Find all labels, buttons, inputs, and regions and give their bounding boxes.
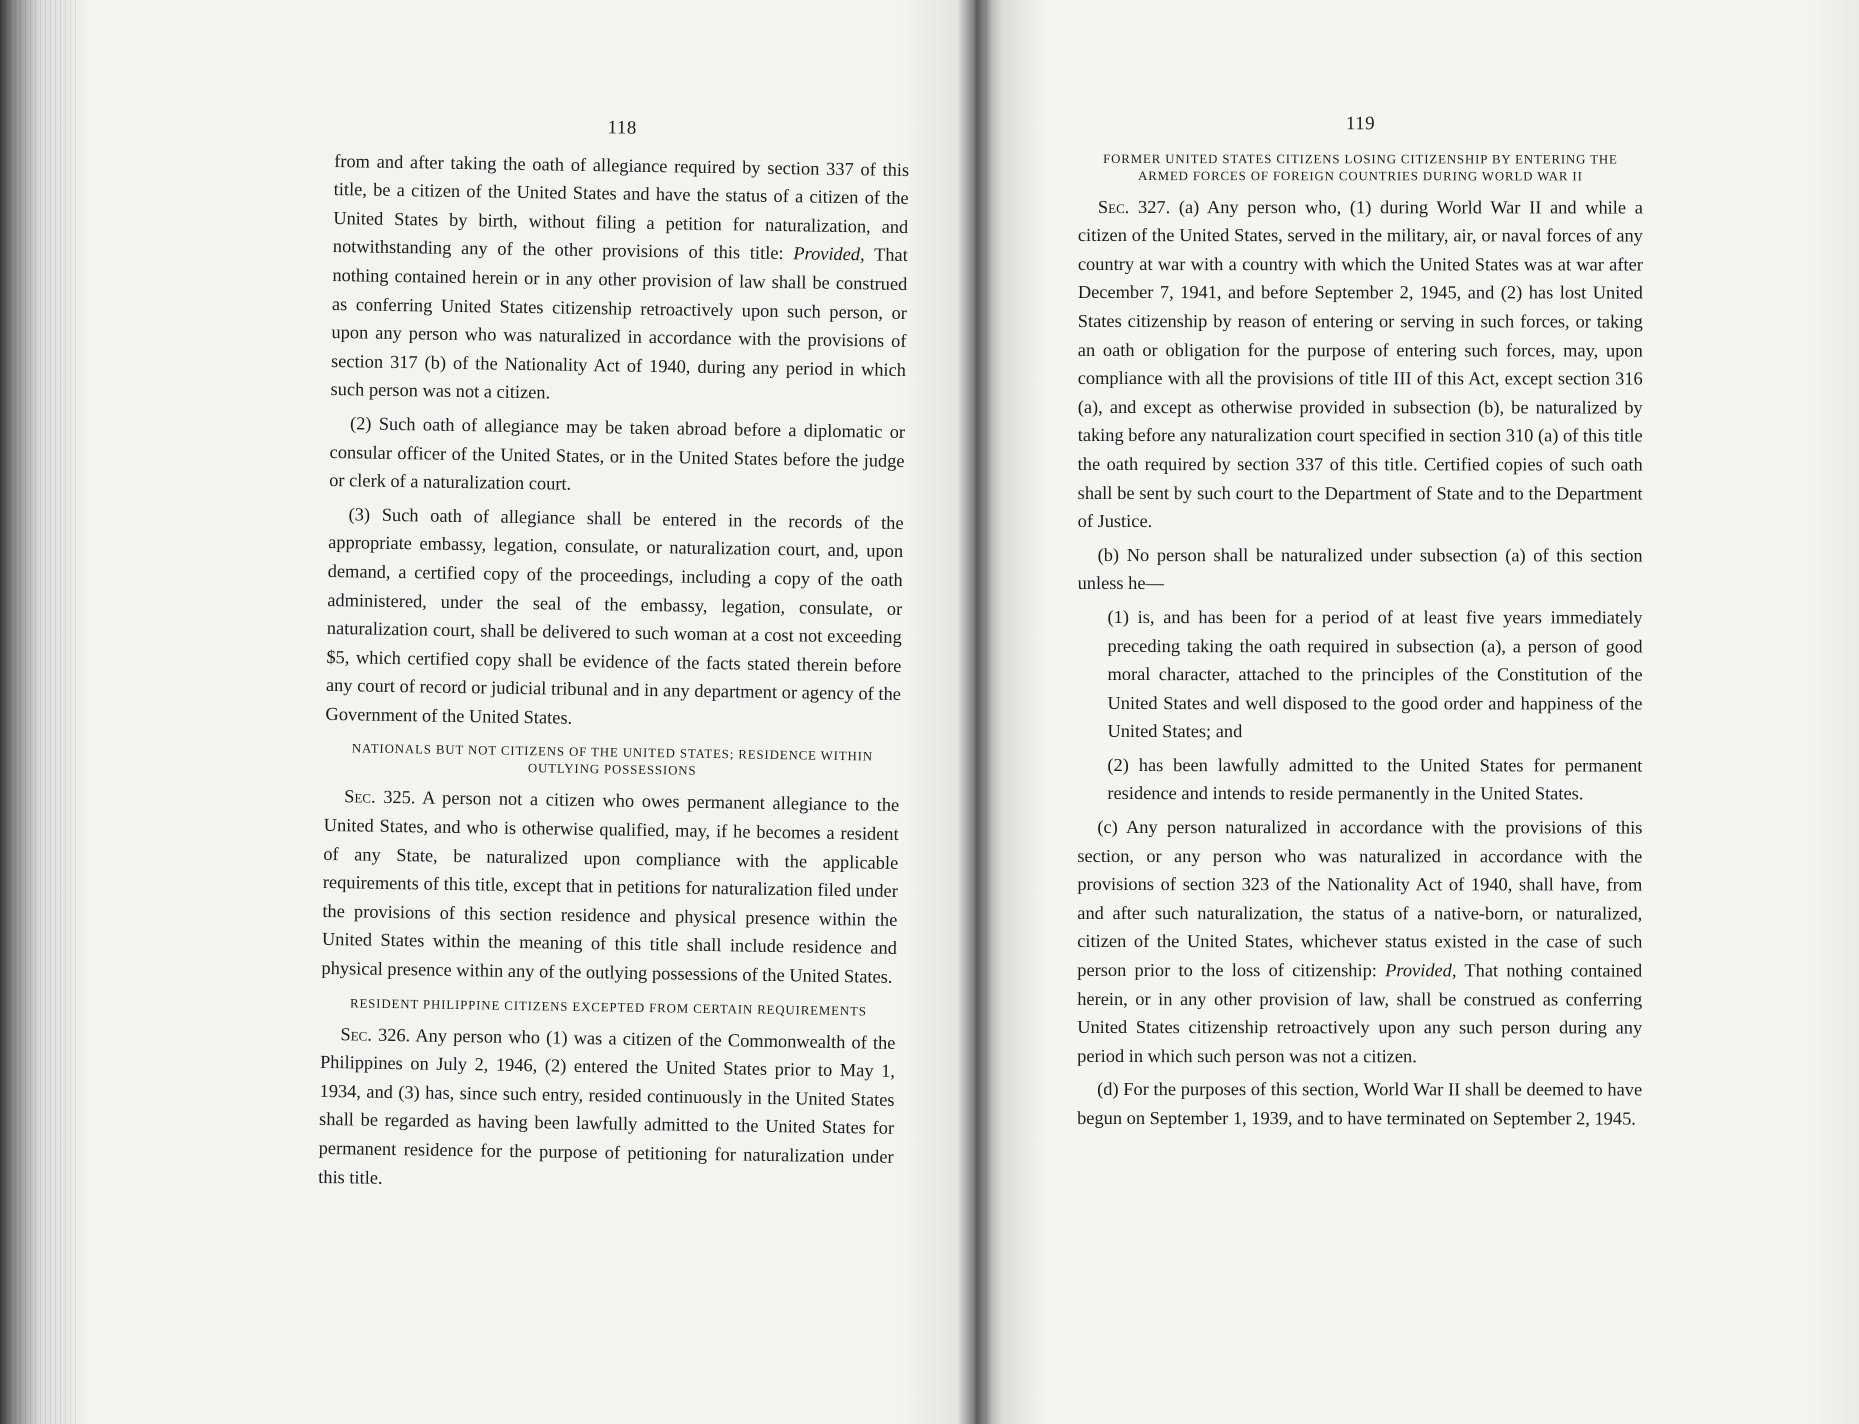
section-327-b: (b) No person shall be naturalized under subsection (a) of this section unless he—	[1077, 544, 1643, 594]
right-text-column	[1077, 110, 1643, 1138]
section-text: (c) Any person naturalized in accordance with the provisions of this section, or any person who was naturalized in accordance with the provisions of section 323 of the Nationality Act of 1940, shall have, from and after such naturalization, the status of a native-born, or naturalized, citizen of the United States, whichever status existed in the case of such person prior to the loss of citizenship:	[1077, 817, 1643, 981]
section-327-c	[1077, 813, 1642, 1071]
paragraph-2: (2) Such oath of allegiance may be taken abroad before a diplomatic or consular officer of the United States, or in the United States before the judge or clerk of a naturalization court.	[329, 413, 906, 494]
section-heading-325: NATIONALS BUT NOT CITIZENS OF THE UNITED STATES; RESIDENCE WITHIN OUTLYING POSSESSIONS	[351, 741, 874, 779]
section-heading-327: FORMER UNITED STATES CITIZENS LOSING CITIZENSHIP BY ENTERING THE ARMED FORCES OF FOREIGN COUNTRIES DURING WORLD WAR II	[1103, 151, 1618, 184]
paragraph-continuation	[330, 147, 909, 413]
section-327-b-2: (2) has been lawfully admitted to the United States for permanent residence and intends to reside permanently in the United States.	[1107, 754, 1643, 804]
section-327-a	[1078, 193, 1643, 537]
section-text: Any person who (1) was a citizen of the Commonwealth of the Philippines on July 2, 1946, (2) entered the United States prior to May 1, 1934, and (3) has, since such entry, resided continuously in the United States shall be regarded as having been lawfully admitted to the United States for permanent residence for the purpose of petitioning for naturalization under this title.	[318, 1025, 896, 1188]
section-325	[321, 782, 899, 991]
section-text: A person not a citizen who owes permanent allegiance to the United States, and who is otherwise qualified, may, if he becomes a resident of any State, be naturalized upon compliance with the applicable requirements of this title, except that in petitions for naturalization filed under the provisions of this section residence and physical presence within the United States within the meaning of this title shall include residence and physical presence within any of the outlying possessions of the United States.	[321, 787, 900, 987]
paragraph-3: (3) Such oath of allegiance shall be entered in the records of the appropriate embassy, legation, consulate, or naturalization court, and, upon demand, a certified copy of the proceedings, including a copy of the oath administered, under the seal of the embassy, legation, consulate, or naturalization court, shall be delivered to such woman at a cost not exceeding $5, which certified copy shall be evidence of the facts stated therein before any court of record or judicial tribunal and in any department or agency of the Government of the United States.	[325, 503, 904, 728]
section-label: Sec. 325.	[344, 786, 416, 808]
page-number-left: 118	[607, 117, 638, 139]
proviso-italic: Provided,	[793, 243, 865, 265]
section-327-b-1: (1) is, and has been for a period of at least five years immediately preceding taking the oath required in subsection (a), a person of good moral character, attached to the principles of the Constitution of the United States and well disposed to the good order and happiness of the United States; and	[1107, 606, 1643, 742]
book-gutter	[958, 0, 992, 1424]
section-heading-326: RESIDENT PHILIPPINE CITIZENS EXCEPTED FROM CERTAIN REQUIREMENTS	[349, 995, 867, 1019]
page-number-right: 119	[1345, 113, 1376, 135]
section-text: (a) Any person who, (1) during World War II and while a citizen of the United States, served in the military, air, or naval forces of any country at war with a country with which the United States was at war after December 7, 1941, and before September 2, 1945, and (2) has lost United States citizenship by reason of entering or serving in such forces, or taking an oath or obligation for the purpose of entering such forces, may, upon compliance with all the provisions of title III of this Act, except section 316 (a), and except as otherwise provided in subsection (b), be naturalized by taking before any naturalization court specified in section 310 (a) of this title the oath required by section 337 of this title. Certified copies of such oath shall be sent by such court to the Department of State and to the Department of Justice.	[1077, 196, 1643, 532]
section-326	[318, 1020, 896, 1201]
section-text: That nothing contained herein, or in any other provision of law, shall be construed as conferring United States citizenship retroactively upon any such person during any period in which such person was not a citizen.	[1077, 960, 1643, 1067]
left-text-column	[318, 110, 910, 1205]
proviso-italic: Provided,	[1385, 960, 1457, 981]
section-label: Sec. 327.	[1097, 196, 1171, 217]
section-327-d: (d) For the purposes of this section, World War II shall be deemed to have begun on September 1, 1939, and to have terminated on September 2, 1945.	[1077, 1079, 1643, 1129]
section-label: Sec. 326.	[340, 1023, 411, 1045]
paragraph-text: from and after taking the oath of allegiance required by section 337 of this title, be a citizen of the United States and have the status of a citizen of the United States by birth, without filing a petition for naturalization, and notwithstanding any of the other provisions of this title:	[332, 150, 910, 264]
paragraph-text: That nothing contained herein or in any other provision of law shall be construed as conferring United States citizenship retroactively upon such person, or upon any person who was naturalized in accordance with the provisions of section 317 (b) of the Nationality Act of 1940, during any period in which such person was not a citizen.	[330, 244, 908, 403]
